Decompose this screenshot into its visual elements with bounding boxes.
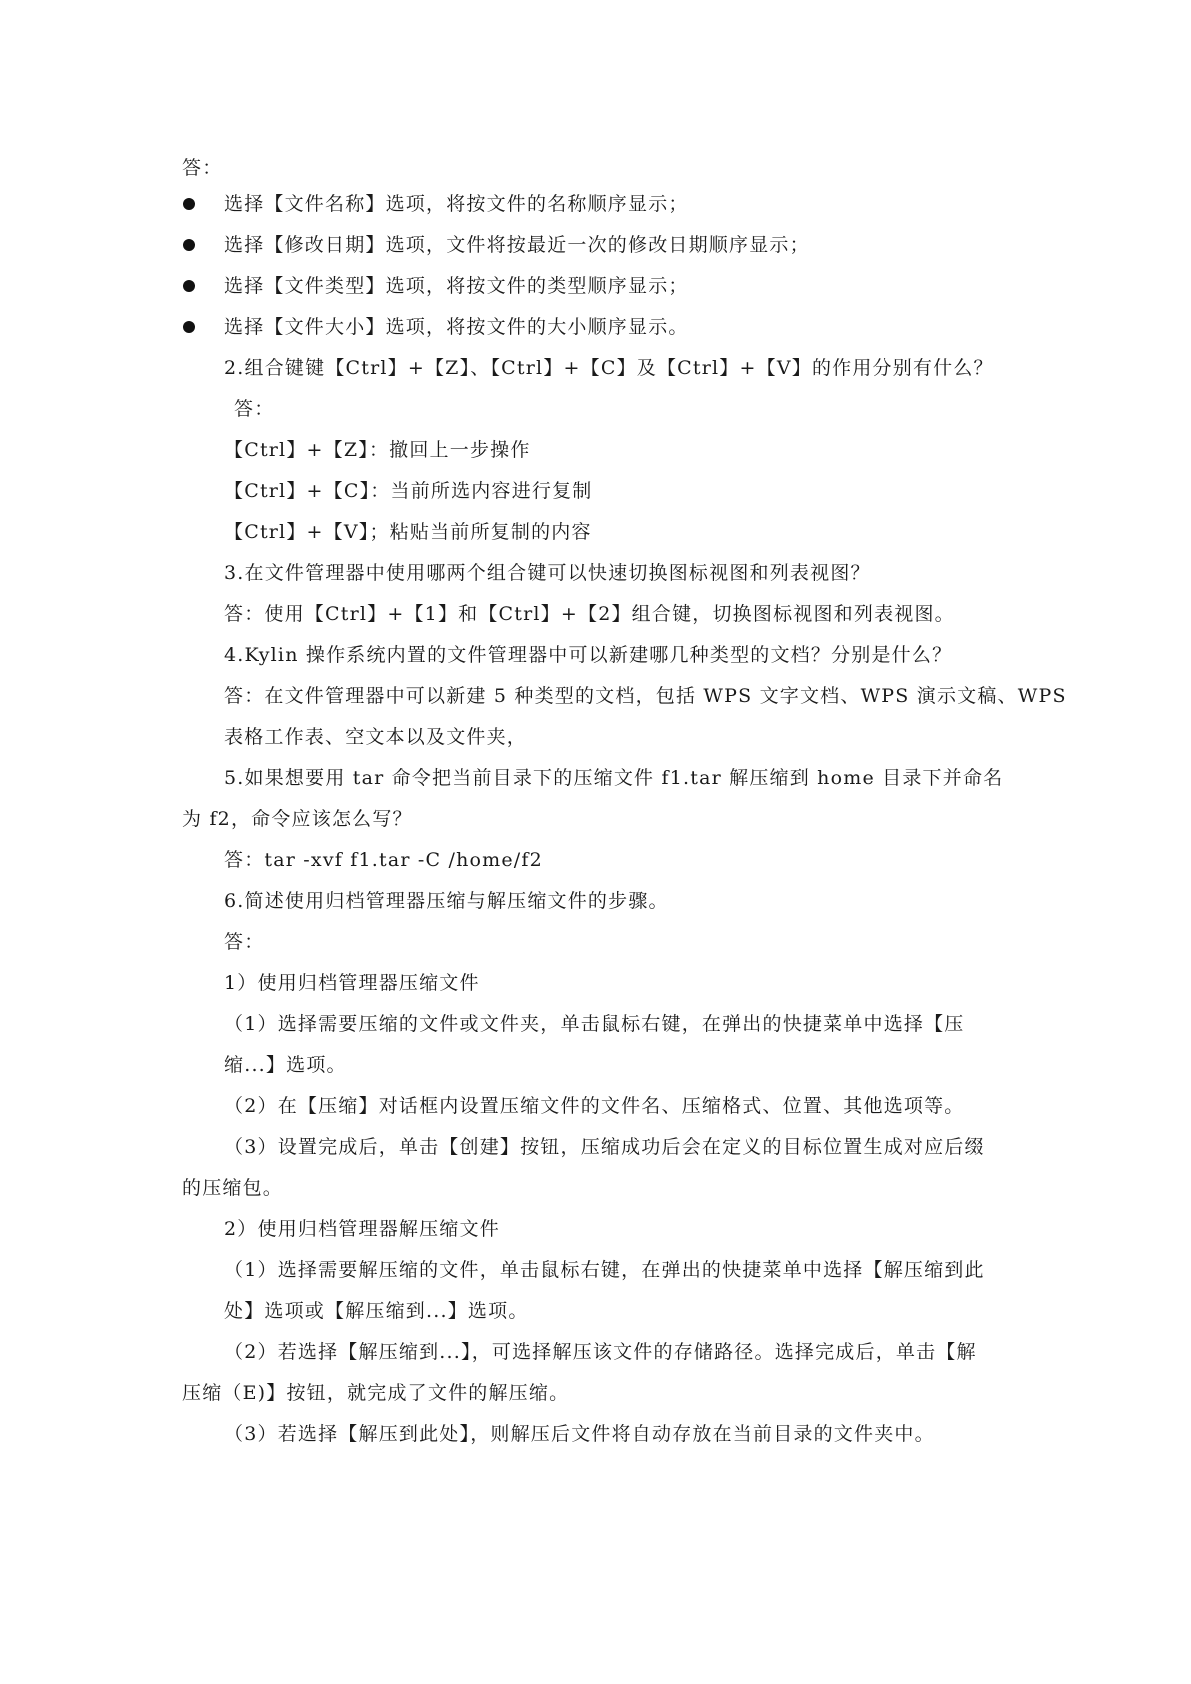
answer-line: 【Ctrl】+【Z】：撤回上一步操作 (224, 439, 531, 461)
bullet-item: 选择【修改日期】选项，文件将按最近一次的修改日期顺序显示； (224, 234, 810, 256)
question-2: 2.组合键键【Ctrl】+【Z】、【Ctrl】+【C】及【Ctrl】+【V】的作用分别有什么？ (224, 357, 994, 379)
step-line: 处】选项或【解压缩到...】选项。 (224, 1300, 529, 1322)
answer-line: 表格工作表、空文本以及文件夹， (224, 726, 528, 748)
question-5-continued: 为 f2，命令应该怎么写？ (182, 808, 413, 830)
answer-line: 答：在文件管理器中可以新建 5 种类型的文档，包括 WPS 文字文档、WPS 演示文稿、WPS (224, 685, 1067, 707)
section-title: 1）使用归档管理器压缩文件 (224, 972, 480, 994)
bullet-icon (183, 280, 195, 292)
answer-label: 答： (234, 398, 275, 420)
bullet-icon (183, 198, 195, 210)
answer-line: 【Ctrl】+【V】；粘贴当前所复制的内容 (224, 521, 592, 543)
answer-label: 答： (224, 931, 265, 953)
bullet-icon (183, 239, 195, 251)
bullet-item: 选择【文件名称】选项，将按文件的名称顺序显示； (224, 193, 689, 215)
step-line: （2）若选择【解压缩到...】，可选择解压该文件的存储路径。选择完成后，单击【解 (224, 1341, 977, 1363)
question-6: 6.简述使用归档管理器压缩与解压缩文件的步骤。 (224, 890, 669, 912)
section-title: 2）使用归档管理器解压缩文件 (224, 1218, 500, 1240)
answer-line: 【Ctrl】+【C】：当前所选内容进行复制 (224, 480, 593, 502)
answer-label: 答： (182, 157, 223, 179)
step-line: （1）选择需要解压缩的文件，单击鼠标右键，在弹出的快捷菜单中选择【解压缩到此 (224, 1259, 985, 1281)
answer-line: 答：使用【Ctrl】+【1】和【Ctrl】+【2】组合键，切换图标视图和列表视图。 (224, 603, 955, 625)
step-line: 压缩（E)】按钮，就完成了文件的解压缩。 (182, 1382, 570, 1404)
step-line: 的压缩包。 (182, 1177, 284, 1199)
step-line: （3）若选择【解压到此处】，则解压后文件将自动存放在当前目录的文件夹中。 (224, 1423, 935, 1445)
bullet-icon (183, 321, 195, 333)
step-line: 缩...】选项。 (224, 1054, 347, 1076)
answer-line: 答：tar -xvf f1.tar -C /home/f2 (224, 849, 543, 871)
step-line: （1）选择需要压缩的文件或文件夹，单击鼠标右键，在弹出的快捷菜单中选择【压 (224, 1013, 965, 1035)
bullet-item: 选择【文件类型】选项，将按文件的类型顺序显示； (224, 275, 689, 297)
bullet-item: 选择【文件大小】选项，将按文件的大小顺序显示。 (224, 316, 689, 338)
question-3: 3.在文件管理器中使用哪两个组合键可以快速切换图标视图和列表视图？ (224, 562, 871, 584)
step-line: （3）设置完成后，单击【创建】按钮，压缩成功后会在定义的目标位置生成对应后缀 (224, 1136, 985, 1158)
question-5: 5.如果想要用 tar 命令把当前目录下的压缩文件 f1.tar 解压缩到 home 目录下并命名 (224, 767, 1004, 789)
question-4: 4.Kylin 操作系统内置的文件管理器中可以新建哪几种类型的文档？分别是什么？ (224, 644, 953, 666)
step-line: （2）在【压缩】对话框内设置压缩文件的文件名、压缩格式、位置、其他选项等。 (224, 1095, 965, 1117)
